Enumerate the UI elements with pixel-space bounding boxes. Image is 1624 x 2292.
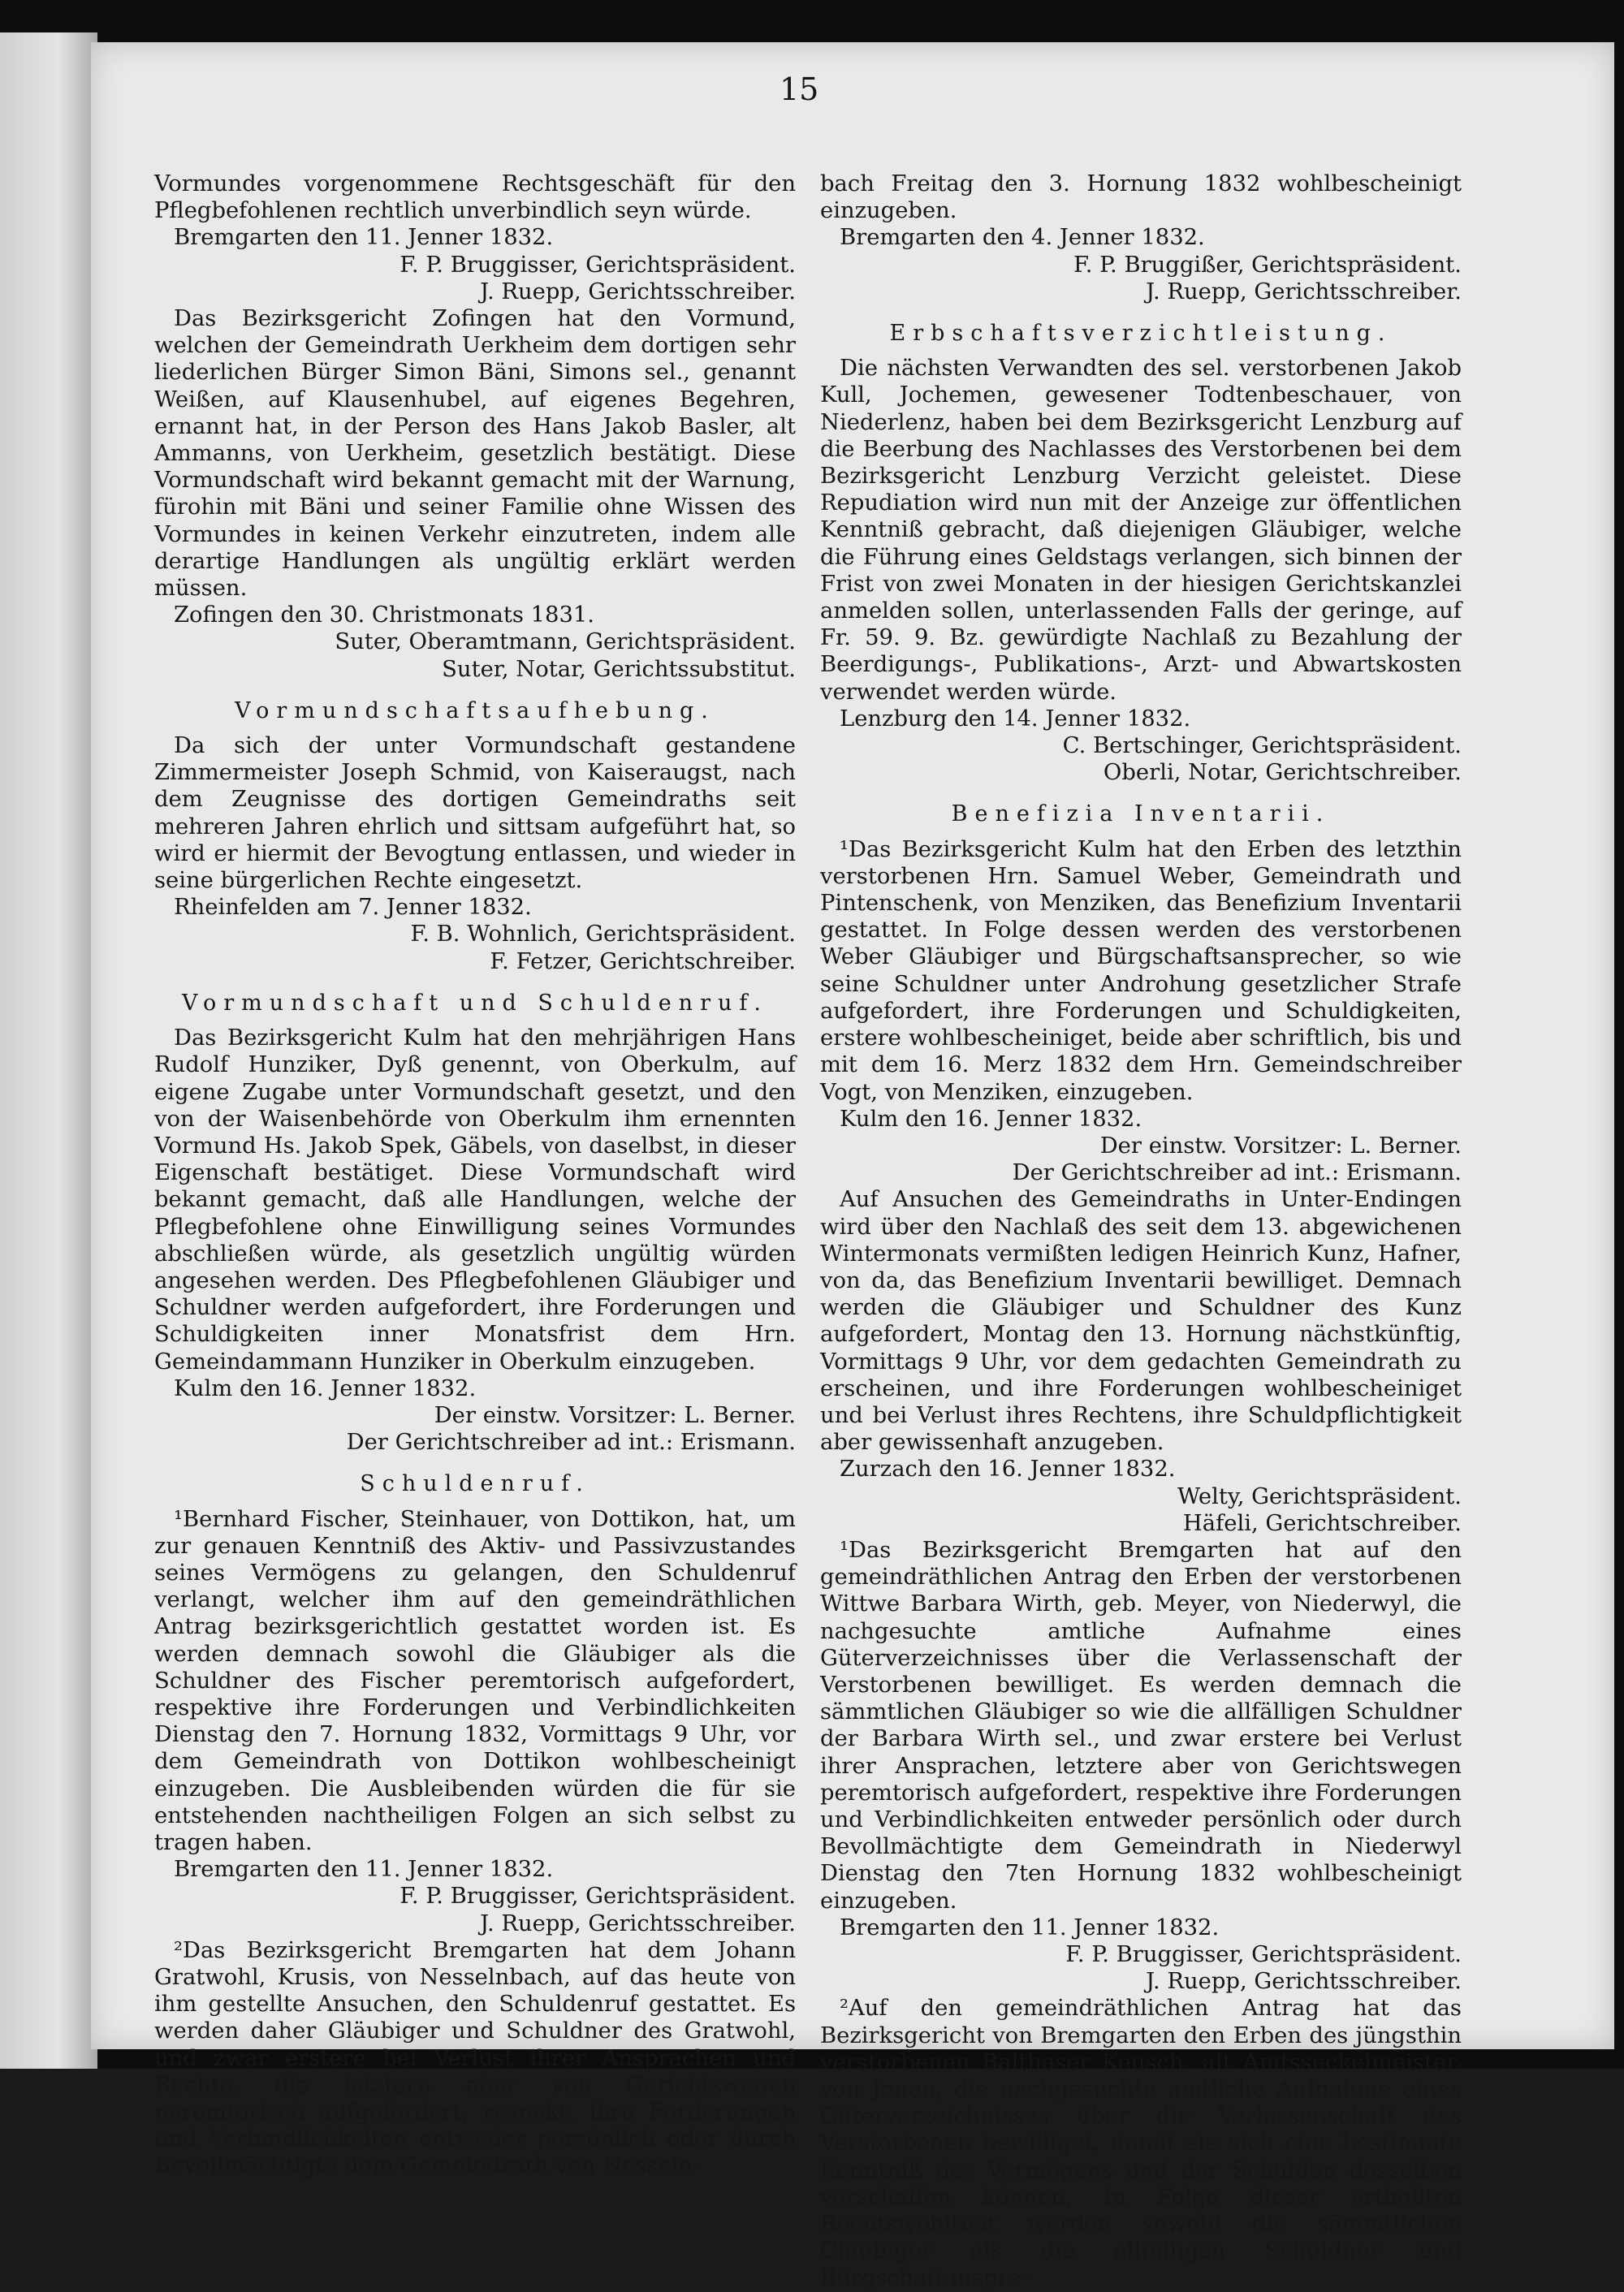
notice-signature: F. P. Bruggisser, Gerichtspräsident. xyxy=(1065,1942,1462,1967)
notice-signature: Der einstw. Vorsitzer: L. Berner. xyxy=(434,1402,796,1428)
notice-date: Bremgarten den 4. Jenner 1832. xyxy=(840,225,1205,251)
notice-paragraph: ²Auf den gemeindräthlichen Antrag hat das Bezirksgericht von Bremgarten den Erben des jüngsthin verstorbenen Balthaser Keusch, alt Amtsseckelmeister, von Jonen, die nachgesuchte amtliche Aufnahme eines Güterverzeichnisses über die Verlassenschaft des Verstorbenen bewilliget, damit sie sich eine bestimmte Kenntniß des Vermögens und der Schulden desselben verschaffen können. In Folge dieser ertheilten Rechtswohltbat werden sowohl die sämmtlichen Gläubiger als die allfälligen Schuldner und Bürgschaftanspre- xyxy=(820,1996,1462,2291)
notice-paragraph: Das Bezirksgericht Kulm hat den mehrjährigen Hans Rudolf Hunziker, Dyß genennt, von Oberkulm, auf eigene Zugabe unter Vormundschaft gesetzt, und den von der Waisenbehörde von Oberkulm ihm ernennten Vormund Hs. Jakob Spek, Gäbels, von daselbst, in dieser Eigenschaft bestätiget. Diese Vormundschaft wird bekannt gemacht, daß alle Handlungen, welche der Pflegbefohlene ohne Einwilligung seines Vormundes abschließen würde, als gesetzlich ungültig würden angesehen werden. Des Pflegbefohlenen Gläubiger und Schuldner werden aufgefordert, ihre Forderungen und Schuldigkeiten inner Monatsfrist dem Hrn. Gemeindammann Hunziker in Oberkulm einzugeben. xyxy=(154,1025,796,1375)
notice-date: Zofingen den 30. Christmonats 1831. xyxy=(174,602,595,628)
notice-signature: J. Ruepp, Gerichtsschreiber. xyxy=(480,1910,796,1936)
notice-date: Bremgarten den 11. Jenner 1832. xyxy=(174,1857,554,1883)
notice-date: Kulm den 16. Jenner 1832. xyxy=(840,1106,1142,1132)
notice-signature: J. Ruepp, Gerichtsschreiber. xyxy=(480,278,796,304)
notice-paragraph: ¹Das Bezirksgericht Bremgarten hat auf den gemeindräthlichen Antrag den Erben der verstorbenen Wittwe Barbara Wirth, geb. Meyer, von Niederwyl, die nachgesuchte amtliche Aufnahme eines Güterverzeichnisses über die Verlassenschaft der Verstorbenen bewilliget. Es werden demnach die sämmtlichen Gläubiger so wie die allfälligen Schuldner der Barbara Wirth sel., und zwar erstere bei Verlust ihrer Ansprachen, letztere aber von Gerichtswegen peremtorisch aufgefordert, respektive ihre Forderungen und Verbindlichkeiten entweder persönlich oder durch Bevollmächtigte dem Gemeindrath in Niederwyl Dienstag den 7ten Hornung 1832 wohlbescheinigt einzugeben. xyxy=(820,1537,1462,1914)
notice-signature: Suter, Oberamtmann, Gerichtspräsident. xyxy=(335,629,796,655)
notice-signature: J. Ruepp, Gerichtsschreiber. xyxy=(1146,1969,1462,1995)
notice-date: Kulm den 16. Jenner 1832. xyxy=(174,1375,477,1401)
section-heading: Vormundschaftsaufhebung. xyxy=(235,697,715,723)
section-heading: Erbschaftsverzichtleistung. xyxy=(889,321,1393,347)
previous-page-edge xyxy=(0,32,97,2069)
notice-signature: F. Fetzer, Gerichtschreiber. xyxy=(490,948,796,974)
notice-signature: F. P. Bruggißer, Gerichtspräsident. xyxy=(1073,252,1462,278)
notice-signature: Der Gerichtschreiber ad int.: Erismann. xyxy=(346,1430,796,1456)
page-number: 15 xyxy=(780,71,819,107)
notice-paragraph: Die nächsten Verwandten des sel. verstorbenen Jakob Kull, Jochemen, gewesener Todtenbeschauer, von Niederlenz, haben bei dem Bezirksgericht Lenzburg auf die Beerbung des Nachlasses des Verstorbenen bei dem Bezirksgericht Lenzburg Verzicht geleistet. Diese Repudiation wird nun mit der Anzeige zur öffentlichen Kenntniß gebracht, daß diejenigen Gläubiger, welche die Führung eines Geldstags verlangen, sich binnen der Frist von zwei Monaten in der hiesigen Gerichtskanzlei anmelden sollen, unterlassenden Falls der geringe, auf Fr. 59. 9. Bz. gewürdigte Nachlaß zu Bezahlung der Beerdigungs-, Publikations-, Arzt- und Abwartskosten verwendet werden würde. xyxy=(820,356,1462,705)
section-heading: Schuldenruf. xyxy=(360,1471,590,1497)
notice-date: Lenzburg den 14. Jenner 1832. xyxy=(840,706,1191,732)
notice-paragraph: ¹Das Bezirksgericht Kulm hat den Erben des letzthin verstorbenen Hrn. Samuel Weber, Gemeindrath und Pintenschenk, von Menziken, das Benefizium Inventarii gestattet. In Folge dessen werden des verstorbenen Weber Gläubiger und Bürgschaftsansprecher, so wie seine Schuldner unter Androhung gesetzlicher Strafe aufgefordert, ihre Forderungen und Schuldigkeiten, erstere wohlbescheiniget, beide aber schriftlich, bis und mit dem 16. Merz 1832 dem Hrn. Gemeindschreiber Vogt, von Menziken, einzugeben. xyxy=(820,836,1462,1105)
notice-paragraph: bach Freitag den 3. Hornung 1832 wohlbescheinigt einzugeben. xyxy=(820,171,1462,224)
notice-paragraph: Auf Ansuchen des Gemeindraths in Unter-Endingen wird über den Nachlaß des seit dem 13. abgewichenen Wintermonats vermißten ledigen Heinrich Kunz, Hafner, von da, das Benefizium Inventarii bewilliget. Demnach werden die Gläubiger und Schuldner des Kunz aufgefordert, Montag den 13. Hornung nächstkünftig, Vormittags 9 Uhr, vor dem gedachten Gemeindrath zu erscheinen, und ihre Forderungen wohlbescheiniget und bei Verlust ihres Rechtens, ihre Schuldpflichtigkeit aber gewissenhaft anzugeben. xyxy=(820,1187,1462,1456)
notice-date: Rheinfelden am 7. Jenner 1832. xyxy=(174,895,532,921)
notice-signature: F. P. Bruggisser, Gerichtspräsident. xyxy=(400,252,796,278)
notice-signature: C. Bertschinger, Gerichtspräsident. xyxy=(1062,733,1462,759)
left-column xyxy=(154,170,796,2180)
right-column xyxy=(820,170,1462,2292)
notice-signature: F. B. Wohnlich, Gerichtspräsident. xyxy=(410,922,796,947)
notice-signature: Der Gerichtschreiber ad int.: Erismann. xyxy=(1012,1160,1462,1186)
notice-paragraph: ¹Bernhard Fischer, Steinhauer, von Dottikon, hat, um zur genauen Kenntniß des Aktiv- und Passivzustandes seines Vermögens zu gelangen, den Schuldenruf verlangt, welcher ihm auf den gemeindräthlichen Antrag bezirksgerichtlich gestattet worden ist. Es werden demnach sowohl die Gläubiger als die Schuldner des Fischer peremtorisch aufgefordert, respektive ihre Forderungen und Verbindlichkeiten Dienstag den 7. Hornung 1832, Vormittags 9 Uhr, vor dem Gemeindrath von Dottikon wohlbescheinigt einzugeben. Die Ausbleibenden würden die für sie entstehenden nachtheiligen Folgen an sich selbst zu tragen haben. xyxy=(154,1506,796,1855)
notice-date: Zurzach den 16. Jenner 1832. xyxy=(840,1457,1176,1483)
notice-signature: Der einstw. Vorsitzer: L. Berner. xyxy=(1099,1133,1462,1159)
section-heading: Vormundschaft und Schuldenruf. xyxy=(182,990,768,1016)
notice-signature: J. Ruepp, Gerichtsschreiber. xyxy=(1146,278,1462,304)
notice-paragraph: Das Bezirksgericht Zofingen hat den Vormund, welchen der Gemeindrath Uerkheim dem dortigen sehr liederlichen Bürger Simon Bäni, Simons sel., genannt Weißen, auf Klausenhubel, auf eigenes Begehren, ernannt hat, in der Person des Hans Jakob Basler, alt Ammanns, von Uerkheim, gesetzlich bestätigt. Diese Vormundschaft wird bekannt gemacht mit der Warnung, fürohin mit Bäni und seiner Familie ohne Wissen des Vormundes in keinen Verkehr einzutreten, indem alle derartige Handlungen als ungültig erklärt werden müssen. xyxy=(154,306,796,602)
notice-date: Bremgarten den 11. Jenner 1832. xyxy=(840,1914,1220,1940)
notice-paragraph: ²Das Bezirksgericht Bremgarten hat dem Johann Gratwohl, Krusis, von Nesselnbach, auf das heute von ihm gestellte Ansuchen, den Schuldenruf gestattet. Es werden daher Gläubiger und Schuldner des Gratwohl, und zwar erstere bei Verlust ihrer Ansprachen und Rechte, die letztern aber von Gerichtswegen peremtorisch aufgefordert, respekt. ihre Forderungen und Verbindlichkeiten entweder persönlich oder durch Bevollmächtigte dem Gemeindrath von Nesseln- xyxy=(154,1937,796,2179)
notice-signature: Suter, Notar, Gerichtssubstitut. xyxy=(442,656,796,682)
notice-signature: Häfeli, Gerichtschreiber. xyxy=(1182,1510,1462,1536)
notice-date: Bremgarten den 11. Jenner 1832. xyxy=(174,225,554,251)
notice-paragraph: Vormundes vorgenommene Rechtsgeschäft für den Pflegbefohlenen rechtlich unverbindlich seyn würde. xyxy=(154,171,796,224)
notice-signature: F. P. Bruggisser, Gerichtspräsident. xyxy=(400,1884,796,1910)
notice-signature: Oberli, Notar, Gerichtschreiber. xyxy=(1103,760,1462,786)
section-heading: Benefizia Inventarii. xyxy=(951,801,1331,827)
notice-signature: Welty, Gerichtspräsident. xyxy=(1177,1483,1462,1509)
notice-paragraph: Da sich der unter Vormundschaft gestandene Zimmermeister Joseph Schmid, von Kaiseraugst, nach dem Zeugnisse des dortigen Gemeindraths seit mehreren Jahren ehrlich und sittsam aufgeführt hat, so wird er hiermit der Bevogtung entlassen, und wieder in seine bürgerlichen Rechte eingesetzt. xyxy=(154,733,796,894)
